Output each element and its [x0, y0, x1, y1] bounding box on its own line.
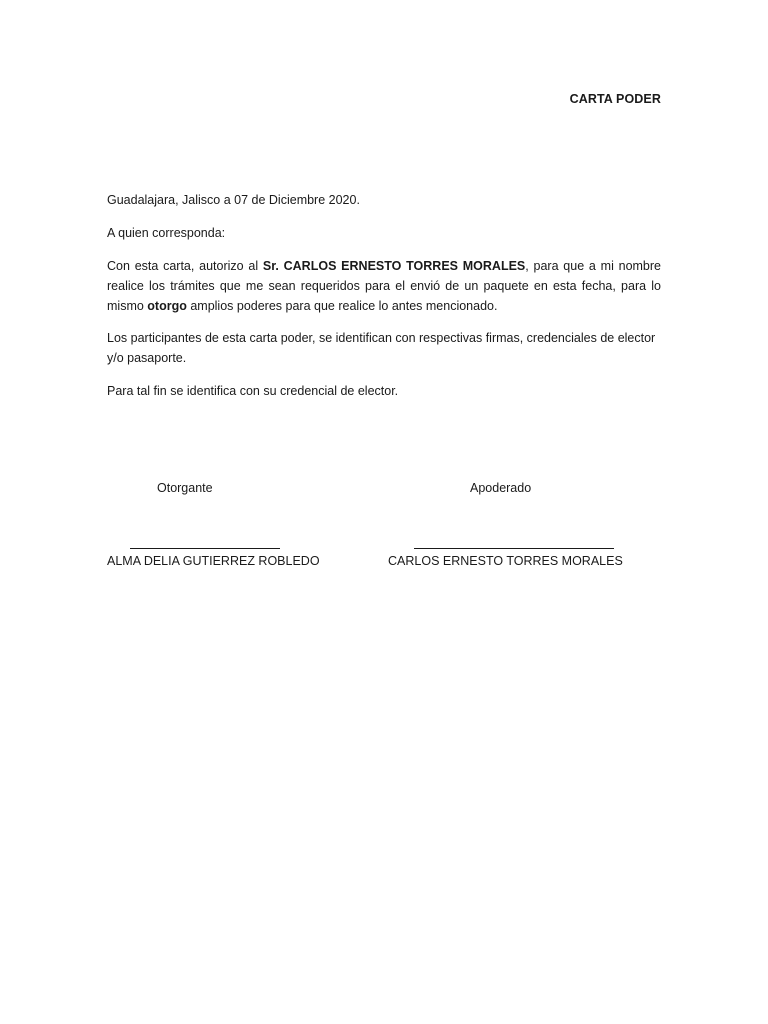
closing-paragraph: Para tal fin se identifica con su credencial de elector.: [107, 384, 399, 398]
participants-paragraph: Los participantes de esta carta poder, se identifican con respectivas firmas, credenciales de elector y/o pasaporte.: [107, 331, 656, 365]
grantor-role-label: Otorgante: [157, 481, 213, 495]
greeting: A quien corresponda:: [107, 226, 226, 240]
grant-verb: otorgo: [147, 299, 187, 313]
document-title: CARTA PODER: [569, 92, 661, 106]
authorization-text-3: amplios poderes para que realice lo antes mencionado.: [186, 299, 498, 313]
attorney-role-label: Apoderado: [470, 481, 532, 495]
authorization-text-1: Con esta carta, autorizo al: [107, 259, 263, 273]
grantor-name: ALMA DELIA GUTIERREZ ROBLEDO: [107, 554, 320, 568]
authorization-paragraph: [107, 256, 661, 316]
date-line: Guadalajara, Jalisco a 07 de Diciembre 2020.: [107, 193, 360, 207]
authorization-text-2: , para que a mi nombre realice los trámites que me sean requeridos para el envió de un paquete en esta fecha, para lo mismo: [107, 259, 661, 313]
grantor-signature-line: [130, 548, 280, 549]
attorney-signature-line: [414, 548, 614, 549]
authorized-person-name: Sr. CARLOS ERNESTO TORRES MORALES: [262, 259, 526, 273]
attorney-name: CARLOS ERNESTO TORRES MORALES: [388, 554, 623, 568]
